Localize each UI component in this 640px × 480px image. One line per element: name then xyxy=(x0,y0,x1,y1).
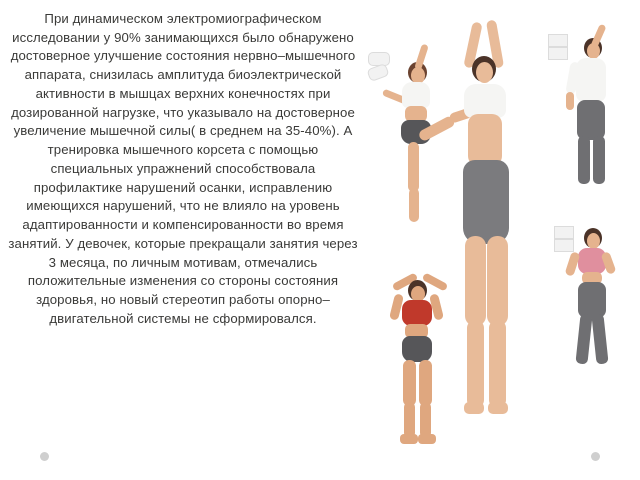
figure-arms-raised-lower-left xyxy=(374,270,466,450)
slide-navigation-dots xyxy=(0,446,640,466)
prev-slide-dot[interactable] xyxy=(40,452,49,461)
next-slide-dot[interactable] xyxy=(591,452,600,461)
figure-running-right xyxy=(554,226,640,406)
figure-collage xyxy=(358,8,640,448)
slide-body-text: При динамическом электромиографическом исследовании у 90% занимающихся было обнаружено достоверное улучшение состояния нервно–мышечного аппарата, снизилась амплитуда биоэлектрической активности в мышцах верхних конечностях при дозированной нагрузке, что указывало на достоверное увеличение мышечной силы( в среднем на 35-40%). А тренировка мышечного корсета с помощью специальных упражнений способствовала профилактике нарушений осанки, исправлению имеющихся нарушений, что не влияло на уровень адаптированности и компенсированности во время занятий. У девочек, которые прекращали занятия через 3 месяца, по личным мотивам, отмечались положительные изменения со стороны состояния здоровья, но новый стереотип работы опорно–двигательной системы не сформировался. xyxy=(8,11,358,326)
